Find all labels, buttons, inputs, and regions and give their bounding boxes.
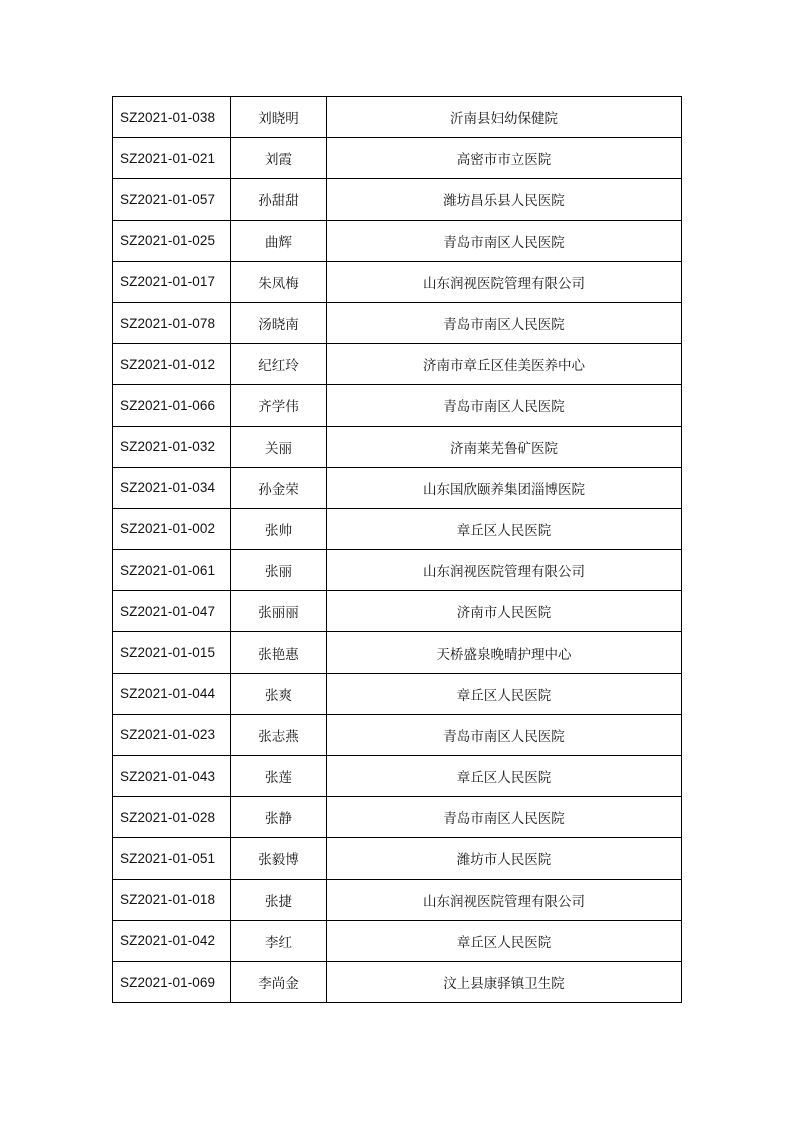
registration-number-cell: SZ2021-01-078 <box>113 302 231 343</box>
organization-cell: 潍坊市人民医院 <box>327 838 682 879</box>
table-row <box>113 632 682 673</box>
person-name-cell: 孙金荣 <box>231 467 327 508</box>
table-row <box>113 797 682 838</box>
table-row <box>113 591 682 632</box>
registration-number-cell: SZ2021-01-061 <box>113 550 231 591</box>
table-row <box>113 838 682 879</box>
person-name-cell: 张帅 <box>231 508 327 549</box>
registration-number-cell: SZ2021-01-032 <box>113 426 231 467</box>
table-row <box>113 920 682 961</box>
table-row <box>113 426 682 467</box>
person-name-cell: 张静 <box>231 797 327 838</box>
table-row <box>113 302 682 343</box>
registration-number-cell: SZ2021-01-042 <box>113 920 231 961</box>
table-row <box>113 97 682 138</box>
registration-number-cell: SZ2021-01-018 <box>113 879 231 920</box>
person-name-cell: 刘晓明 <box>231 97 327 138</box>
table-row <box>113 138 682 179</box>
person-name-cell: 张毅博 <box>231 838 327 879</box>
registration-number-cell: SZ2021-01-044 <box>113 673 231 714</box>
registration-number-cell: SZ2021-01-012 <box>113 344 231 385</box>
table-row <box>113 508 682 549</box>
person-name-cell: 孙甜甜 <box>231 179 327 220</box>
registration-number-cell: SZ2021-01-069 <box>113 961 231 1002</box>
table-row <box>113 961 682 1002</box>
organization-cell: 青岛市南区人民医院 <box>327 220 682 261</box>
organization-cell: 山东国欣颐养集团淄博医院 <box>327 467 682 508</box>
organization-cell: 章丘区人民医院 <box>327 756 682 797</box>
registration-number-cell: SZ2021-01-066 <box>113 385 231 426</box>
table-row <box>113 550 682 591</box>
organization-cell: 山东润视医院管理有限公司 <box>327 879 682 920</box>
registration-number-cell: SZ2021-01-021 <box>113 138 231 179</box>
person-name-cell: 汤晓南 <box>231 302 327 343</box>
organization-cell: 章丘区人民医院 <box>327 508 682 549</box>
person-name-cell: 齐学伟 <box>231 385 327 426</box>
person-name-cell: 张志燕 <box>231 714 327 755</box>
roster-table <box>112 96 682 1003</box>
registration-number-cell: SZ2021-01-017 <box>113 261 231 302</box>
table-row <box>113 879 682 920</box>
organization-cell: 山东润视医院管理有限公司 <box>327 550 682 591</box>
person-name-cell: 张捷 <box>231 879 327 920</box>
organization-cell: 青岛市南区人民医院 <box>327 797 682 838</box>
person-name-cell: 张艳惠 <box>231 632 327 673</box>
registration-number-cell: SZ2021-01-038 <box>113 97 231 138</box>
table-row <box>113 179 682 220</box>
person-name-cell: 纪红玲 <box>231 344 327 385</box>
organization-cell: 青岛市南区人民医院 <box>327 385 682 426</box>
person-name-cell: 刘霞 <box>231 138 327 179</box>
registration-number-cell: SZ2021-01-047 <box>113 591 231 632</box>
organization-cell: 潍坊昌乐县人民医院 <box>327 179 682 220</box>
organization-cell: 章丘区人民医院 <box>327 673 682 714</box>
person-name-cell: 张爽 <box>231 673 327 714</box>
person-name-cell: 张莲 <box>231 756 327 797</box>
person-name-cell: 李尚金 <box>231 961 327 1002</box>
organization-cell: 沂南县妇幼保健院 <box>327 97 682 138</box>
table-row <box>113 344 682 385</box>
table-row <box>113 220 682 261</box>
person-name-cell: 朱凤梅 <box>231 261 327 302</box>
registration-number-cell: SZ2021-01-023 <box>113 714 231 755</box>
organization-cell: 天桥盛泉晚晴护理中心 <box>327 632 682 673</box>
table-row <box>113 385 682 426</box>
table-row <box>113 467 682 508</box>
organization-cell: 山东润视医院管理有限公司 <box>327 261 682 302</box>
organization-cell: 章丘区人民医院 <box>327 920 682 961</box>
organization-cell: 济南市人民医院 <box>327 591 682 632</box>
organization-cell: 济南市章丘区佳美医养中心 <box>327 344 682 385</box>
registration-number-cell: SZ2021-01-028 <box>113 797 231 838</box>
organization-cell: 高密市市立医院 <box>327 138 682 179</box>
organization-cell: 汶上县康驿镇卫生院 <box>327 961 682 1002</box>
person-name-cell: 李红 <box>231 920 327 961</box>
organization-cell: 济南莱芜鲁矿医院 <box>327 426 682 467</box>
table-row <box>113 673 682 714</box>
person-name-cell: 张丽丽 <box>231 591 327 632</box>
table-row <box>113 261 682 302</box>
table-row <box>113 756 682 797</box>
registration-number-cell: SZ2021-01-043 <box>113 756 231 797</box>
organization-cell: 青岛市南区人民医院 <box>327 302 682 343</box>
registration-number-cell: SZ2021-01-015 <box>113 632 231 673</box>
registration-number-cell: SZ2021-01-034 <box>113 467 231 508</box>
person-name-cell: 曲辉 <box>231 220 327 261</box>
registration-number-cell: SZ2021-01-025 <box>113 220 231 261</box>
organization-cell: 青岛市南区人民医院 <box>327 714 682 755</box>
person-name-cell: 关丽 <box>231 426 327 467</box>
registration-number-cell: SZ2021-01-051 <box>113 838 231 879</box>
registration-number-cell: SZ2021-01-002 <box>113 508 231 549</box>
registration-number-cell: SZ2021-01-057 <box>113 179 231 220</box>
person-name-cell: 张丽 <box>231 550 327 591</box>
roster-table-body <box>113 97 682 1003</box>
table-row <box>113 714 682 755</box>
